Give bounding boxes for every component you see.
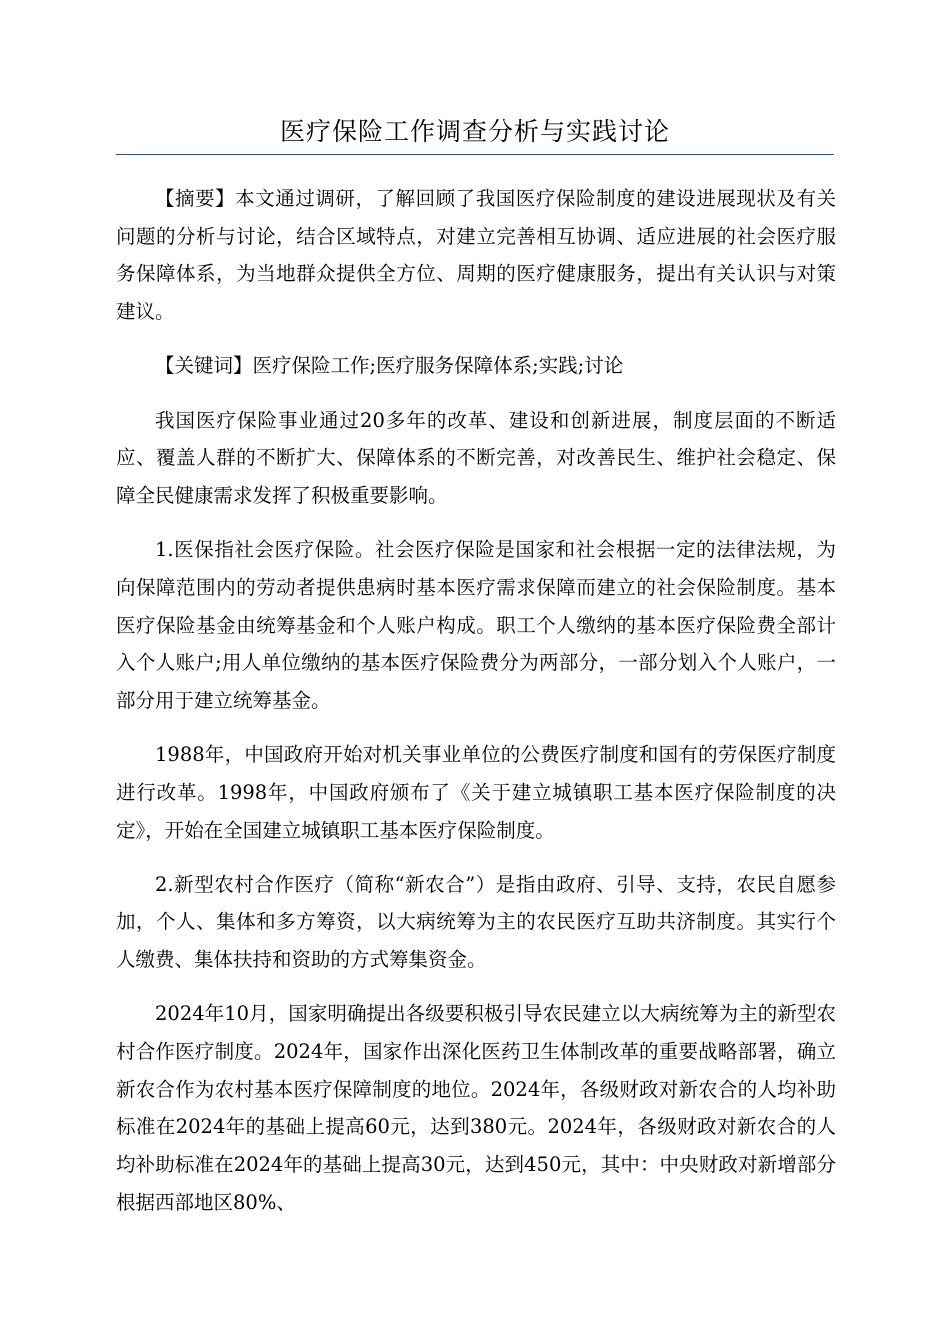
body-paragraph: 我国医疗保险事业通过20多年的改革、建设和创新进展，制度层面的不断适应、覆盖人群的不断扩大、保障体系的不断完善，对改善民生、维护社会稳定、保障全民健康需求发挥了积极重要影响。 (116, 408, 836, 507)
keywords-paragraph: 【关键词】医疗保险工作;医疗服务保障体系;实践;讨论 (155, 354, 624, 378)
body-paragraph: 1.医保指社会医疗保险。社会医疗保险是国家和社会根据一定的法律法规，为向保障范围内的劳动者提供患病时基本医疗需求保障而建立的社会保险制度。基本医疗保险基金由统筹基金和个人账户构成。职工个人缴纳的基本医疗保险费全部计入个人账户;用人单位缴纳的基本医疗保险费分为两部分，一部分划入个人账户，一部分用于建立统筹基金。 (116, 538, 836, 712)
document-title: 医疗保险工作调查分析与实践讨论 (279, 117, 670, 146)
abstract-paragraph: 【摘要】本文通过调研，了解回顾了我国医疗保险制度的建设进展现状及有关问题的分析与讨论，结合区域特点，对建立完善相互协调、适应进展的社会医疗服务保障体系，为当地群众提供全方位、周期的医疗健康服务，提出有关认识与对策建议。 (116, 187, 836, 324)
document-body (116, 180, 836, 1238)
body-paragraph: 2.新型农村合作医疗（简称“新农合”）是指由政府、引导、支持，农民自愿参加，个人、集体和多方筹资，以大病统筹为主的农民医疗互助共济制度。其实行个人缴费、集体扶持和资助的方式筹集资金。 (116, 872, 836, 972)
body-paragraph: 2024年10月，国家明确提出各级要积极引导农民建立以大病统筹为主的新型农村合作医疗制度。2024年，国家作出深化医药卫生体制改革的重要战略部署，确立新农合作为农村基本医疗保障制度的地位。2024年，各级财政对新农合的人均补助标准在2024年的基础上提高60元，达到380元。2024年，各级财政对新农合的人均补助标准在2024年的基础上提高30元，达到450元，其中：中央财政对新增部分根据西部地区80%、 (116, 1002, 836, 1214)
title-underline (116, 154, 834, 155)
body-paragraph: 1988年，中国政府开始对机关事业单位的公费医疗制度和国有的劳保医疗制度进行改革。1998年，中国政府颁布了《关于建立城镇职工基本医疗保险制度的决定》，开始在全国建立城镇职工基本医疗保险制度。 (116, 743, 836, 842)
